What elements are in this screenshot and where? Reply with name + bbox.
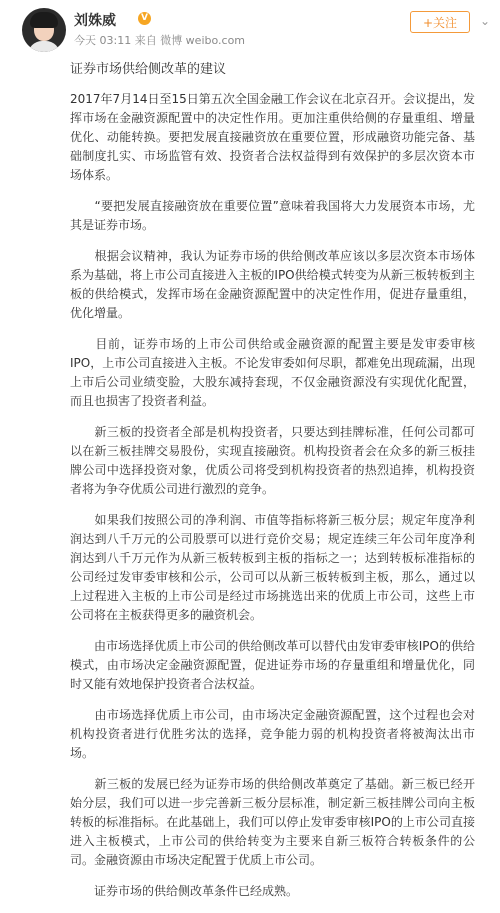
post-paragraph: 目前，证券市场的上市公司供给或金融资源的配置主要是发审委审核IPO，上市公司直接进入主板。不论发审委如何尽职，都难免出现疏漏，出现上市后公司业绩变脸，大股东减持套现，不仅金融资源没有实现优化配置，而且也损害了投资者利益。 bbox=[70, 337, 475, 408]
post-paragraph: 由市场选择优质上市公司的供给侧改革可以替代由发审委审核IPO的供给模式，由市场决定金融资源配置，促进证券市场的存量重组和增量优化，同时又能有效地保护投资者合法权益。 bbox=[70, 639, 475, 691]
avatar-hair-shape bbox=[30, 12, 58, 28]
post-body bbox=[70, 90, 475, 913]
chevron-down-icon[interactable]: ⌄ bbox=[480, 14, 491, 28]
post-paragraph: 由市场选择优质上市公司，由市场决定金融资源配置，这个过程也会对机构投资者进行优胜劣汰的选择，竞争能力弱的机构投资者将被淘汰出市场。 bbox=[70, 708, 475, 760]
post-paragraph: 证券市场的供给侧改革条件已经成熟。 bbox=[70, 884, 299, 898]
post-paragraph: 根据会议精神，我认为证券市场的供给侧改革应该以多层次资本市场体系为基础，将上市公司直接进入主板的IPO供给模式转变为从新三板转板到主板的供给模式，发挥市场在金融资源配置中的决定性作用，促进存量重组，优化增量。 bbox=[70, 249, 475, 320]
post-paragraph: “要把发展直接融资放在重要位置”意味着我国将大力发展资本市场，尤其是证券市场。 bbox=[70, 199, 475, 232]
post-meta: 今天 03:11 来自 微博 weibo.com bbox=[74, 34, 246, 47]
post-title: 证券市场供给侧改革的建议 bbox=[70, 62, 227, 77]
follow-button[interactable]: +关注 bbox=[410, 11, 470, 33]
author-name[interactable]: 刘姝威 bbox=[74, 13, 116, 29]
post-paragraph: 新三板的投资者全部是机构投资者，只要达到挂牌标准，任何公司都可以在新三板挂牌交易股份，实现直接融资。机构投资者会在众多的新三板挂牌公司中选择投资对象，优质公司将受到机构投资者的热烈追捧，机构投资者将为争夺优质公司进行激烈的竞争。 bbox=[70, 425, 475, 496]
avatar-body-shape bbox=[28, 41, 60, 52]
post-paragraph: 2017年7月14日至15日第五次全国金融工作会议在北京召开。会议提出，发挥市场在金融资源配置中的决定性作用。更加注重供给侧的存量重组、增量优化、动能转换。要把发展直接融资放在重要位置，形成融资功能完备、基础制度扎实、市场监管有效、投资者合法权益得到有效保护的多层次资本市场体系。 bbox=[70, 92, 475, 182]
post-paragraph: 如果我们按照公司的净利润、市值等指标将新三板分层；规定年度净利润达到八千万元的公司股票可以进行竞价交易；规定连续三年公司年度净利润达到八千万元作为从新三板转板到主板的指标之一；达到转板标准指标的公司经过发审委审核和公示，公司可以从新三板转板到主板，那么，通过以上过程进入主板的上市公司是经过市场挑选出来的优质上市公司，这些上市公司将在主板获得更多的融资机会。 bbox=[70, 513, 475, 622]
avatar[interactable] bbox=[22, 8, 66, 52]
post-paragraph: 新三板的发展已经为证券市场的供给侧改革奠定了基础。新三板已经开始分层，我们可以进一步完善新三板分层标准，制定新三板挂牌公司向主板转板的标准指标。在此基础上，我们可以停止发审委审核IPO的上市公司直接进入主板模式，上市公司的供给转变为主要来自新三板符合转板条件的公司。金融资源由市场决定配置于优质上市公司。 bbox=[70, 777, 475, 867]
verified-icon: V bbox=[138, 12, 151, 25]
